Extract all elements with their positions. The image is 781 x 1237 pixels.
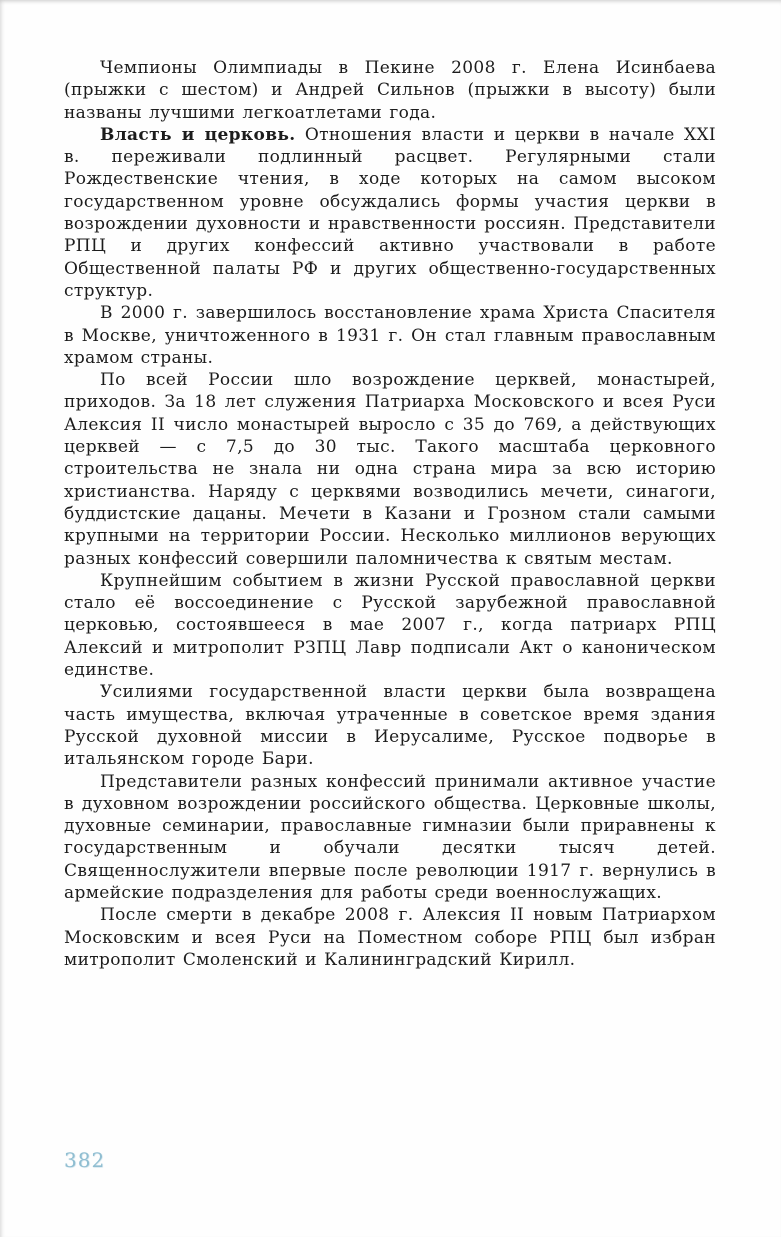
paragraph-body: В 2000 г. завершилось восстановление храма Христа Спасителя в Москве, уничтоженного в 1931 г. Он стал главным православным храмом страны.	[64, 303, 716, 368]
paragraph-body: Усилиями государственной власти церкви была возвращена часть имущества, включая утраченные в советское время здания Русской духовной миссии в Иерусалиме, Русское подворье в итальянском городе Бари.	[64, 682, 716, 770]
paragraph-body: По всей России шло возрождение церквей, монастырей, приходов. За 18 лет служения Патриарха Московского и всея Руси Алексия II число монастырей выросло с 35 до 769, а действующих церквей — с 7,5 до 30 тыс. Такого масштаба церковного строительства не знала ни одна страна мира за всю историю христианства. Наряду с церквями возводились мечети, синагоги, буддистские дацаны. Мечети в Казани и Грозном стали самыми крупными на территории России. Несколько миллионов верующих разных конфессий совершили паломничества к святым местам.	[64, 370, 716, 569]
paragraph	[64, 681, 716, 770]
paragraph-body: Чемпионы Олимпиады в Пекине 2008 г. Елена Исинбаева (прыжки с шестом) и Андрей Сильнов (прыжки в высоту) были названы лучшими легкоатлетами года.	[64, 58, 716, 123]
paragraph	[64, 124, 716, 302]
text-block	[64, 57, 716, 971]
page-number: 382	[64, 1148, 106, 1172]
paragraph	[64, 570, 716, 681]
paragraph	[64, 302, 716, 369]
paragraph-body: Крупнейшим событием в жизни Русской православной церкви стало её воссоединение с Русской зарубежной православной церковью, состоявшееся в мае 2007 г., когда патриарх РПЦ Алексий и митрополит РЗПЦ Лавр подписали Акт о каноническом единстве.	[64, 570, 716, 681]
paragraph-body: Отношения власти и церкви в начале XXI в. переживали подлинный расцвет. Регулярными стали Рождественские чтения, в ходе которых на самом высоком государственном уровне обсуждались формы участия церкви в возрождении духовности и нравственности россиян. Представители РПЦ и других конфессий активно участвовали в работе Общественной палаты РФ и других общественно-государственных структур.	[64, 124, 716, 301]
paragraph-lead: Власть и церковь.	[100, 124, 296, 145]
paragraph	[64, 57, 716, 124]
paragraph-body: После смерти в декабре 2008 г. Алексия II новым Патриархом Московским и всея Руси на Поместном соборе РПЦ был избран митрополит Смоленский и Калининградский Кирилл.	[64, 905, 716, 970]
paragraph	[64, 771, 716, 905]
paragraph	[64, 369, 716, 570]
paragraph-body: Представители разных конфессий принимали активное участие в духовном возрождении российского общества. Церковные школы, духовные семинарии, православные гимназии были приравнены к государственным и обучали десятки тысяч детей. Священнослужители впервые после революции 1917 г. вернулись в армейские подразделения для работы среди военнослужащих.	[64, 771, 716, 903]
paragraph	[64, 904, 716, 971]
